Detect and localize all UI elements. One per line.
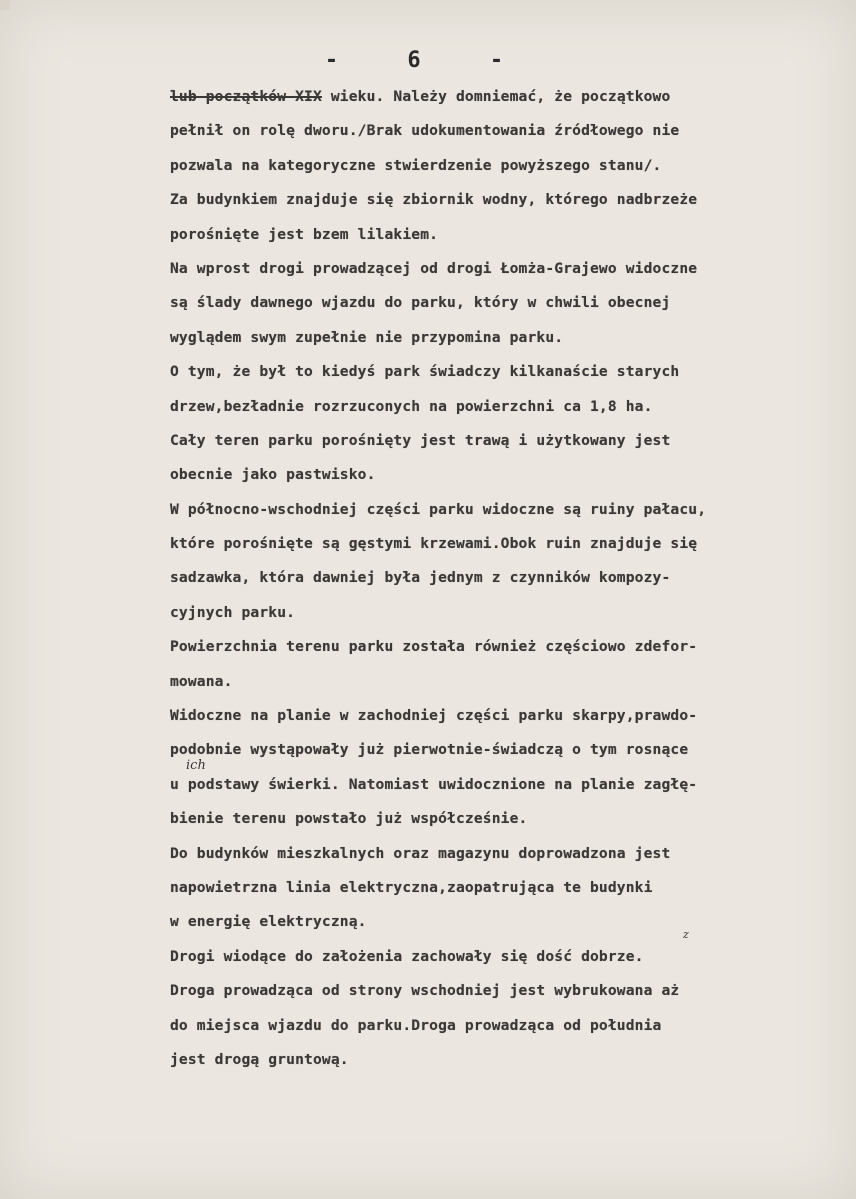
text-line-16: cyjnych parku. bbox=[170, 603, 296, 621]
text-line-22: bienie terenu powstało już współcześnie. bbox=[170, 810, 528, 828]
text-line-21: u podstawy świerki. Natomiast uwidocznione na planie zagłę- bbox=[170, 775, 698, 793]
text-line-12: obecnie jako pastwisko. bbox=[170, 466, 376, 484]
text-line-5: porośnięte jest bzem lilakiem. bbox=[170, 225, 439, 243]
text-line-6: Na wprost drogi prowadzącej od drogi Łomża-Grajewo widoczne bbox=[170, 259, 698, 277]
text-line-1-rest: wieku. Należy domniemać, że początkowo bbox=[321, 88, 671, 105]
text-line-2: pełnił on rolę dworu./Brak udokumentowania źródłowego nie bbox=[170, 122, 680, 140]
text-line-14: które porośnięte są gęstymi krzewami.Obok ruin znajduje się bbox=[170, 535, 698, 553]
text-line-28: do miejsca wjazdu do parku.Droga prowadząca od południa bbox=[170, 1016, 662, 1034]
page-corner bbox=[0, 0, 10, 10]
text-line-1 bbox=[170, 80, 820, 114]
text-line-10: drzew,bezładnie rozrzuconych na powierzchni ca 1,8 ha. bbox=[170, 397, 653, 415]
typewritten-text bbox=[170, 80, 820, 1077]
text-line-8: wyglądem swym zupełnie nie przypomina parku. bbox=[170, 328, 564, 346]
text-line-19: Widoczne na planie w zachodniej części parku skarpy,prawdo- bbox=[170, 707, 698, 725]
handwritten-annotation-ich: ich bbox=[186, 758, 206, 773]
text-line-29: jest drogą gruntową. bbox=[170, 1050, 349, 1068]
text-line-20: podobnie wystąpowały już pierwotnie-świadczą o tym rosnące bbox=[170, 741, 689, 759]
text-line-24: napowietrzna linia elektryczna,zaopatrująca te budynki bbox=[170, 878, 653, 896]
text-line-4: Za budynkiem znajduje się zbiornik wodny, którego nadbrzeże bbox=[170, 191, 698, 209]
page-number: - 6 - bbox=[324, 48, 532, 73]
text-line-11: Cały teren parku porośnięty jest trawą i użytkowany jest bbox=[170, 431, 671, 449]
text-line-23: Do budynków mieszkalnych oraz magazynu doprowadzona jest bbox=[170, 844, 671, 862]
text-line-18: mowana. bbox=[170, 672, 233, 690]
text-line-13: W północno-wschodniej części parku widoczne są ruiny pałacu, bbox=[170, 500, 707, 518]
text-line-27: Droga prowadząca od strony wschodniej jest wybrukowana aż bbox=[170, 982, 680, 1000]
text-line-9: O tym, że był to kiedyś park świadczy kilkanaście starych bbox=[170, 363, 680, 381]
struck-text: lub początków XIX bbox=[170, 88, 322, 105]
text-line-15: sadzawka, która dawniej była jednym z czynników kompozy- bbox=[170, 569, 671, 587]
text-line-3: pozwala na kategoryczne stwierdzenie powyższego stanu/. bbox=[170, 156, 662, 174]
handwritten-annotation-z: z bbox=[683, 928, 689, 941]
text-line-7: są ślady dawnego wjazdu do parku, który w chwili obecnej bbox=[170, 294, 671, 312]
text-line-25: w energię elektryczną. bbox=[170, 913, 367, 931]
text-line-26: Drogi wiodące do założenia zachowały się dość dobrze. bbox=[170, 947, 644, 965]
text-line-17: Powierzchnia terenu parku została również częściowo zdefor- bbox=[170, 638, 698, 656]
